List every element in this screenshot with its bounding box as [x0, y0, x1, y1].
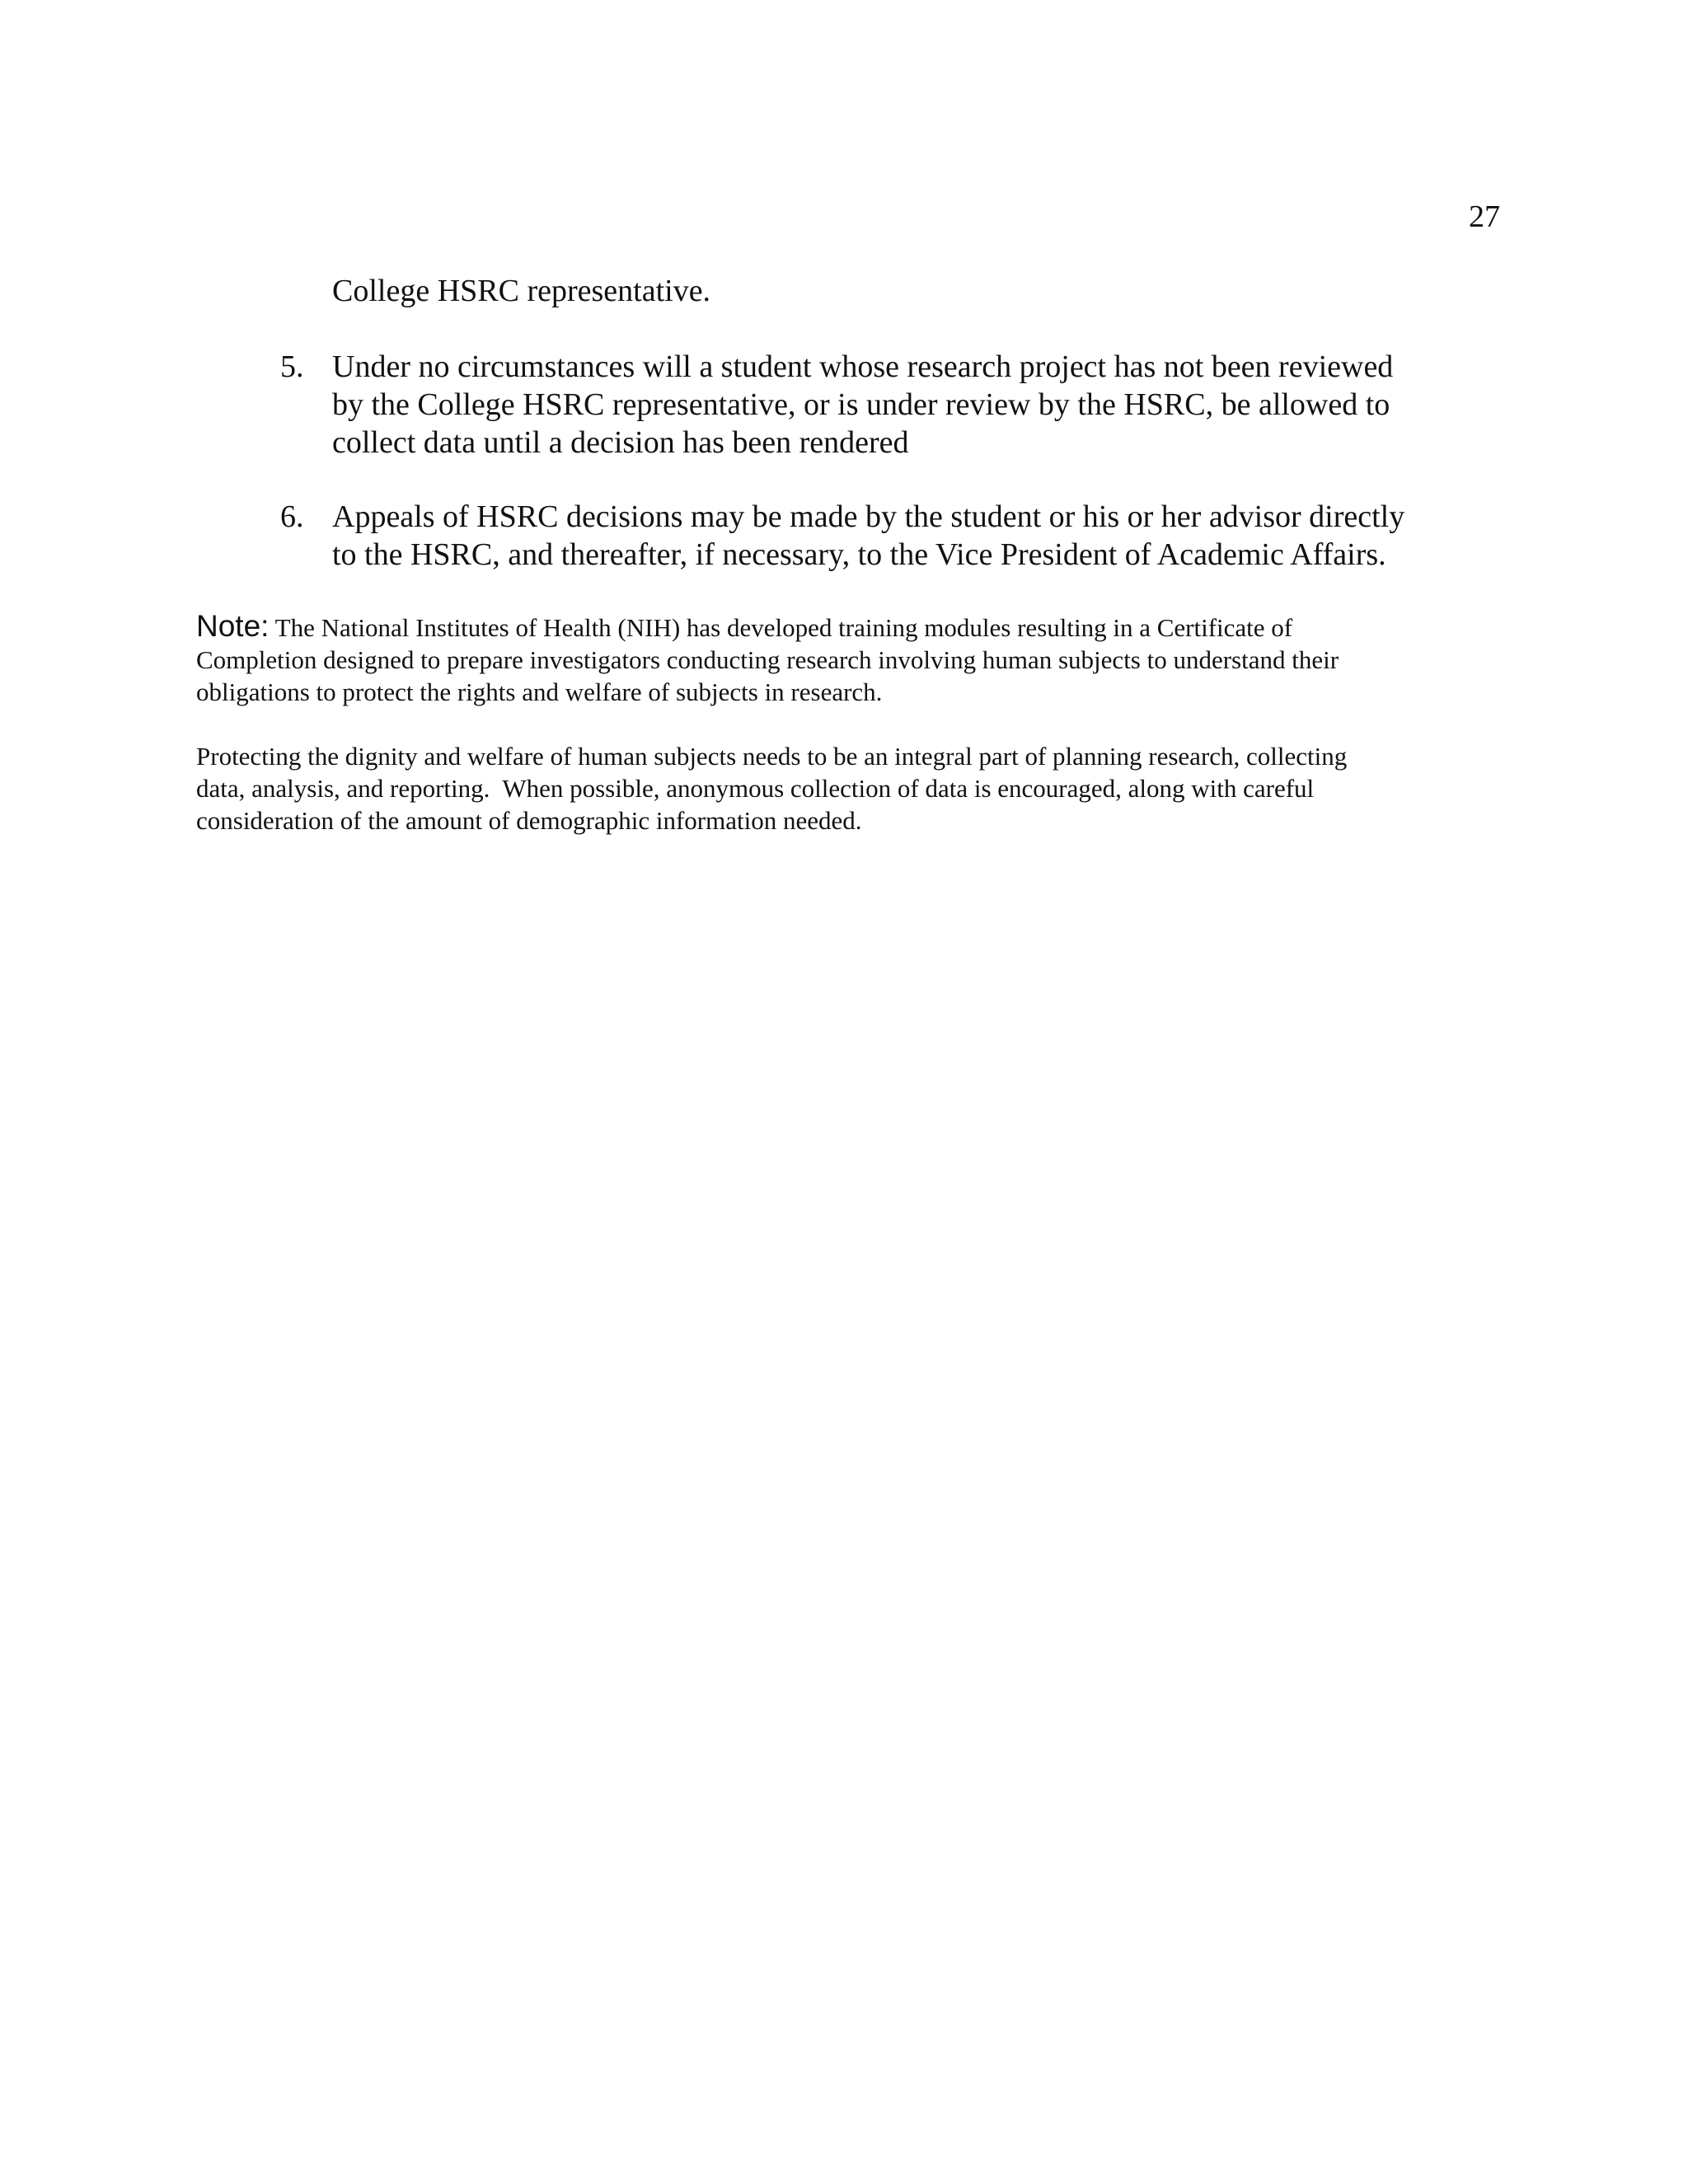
paragraph-line: data, analysis, and reporting. When possible, anonymous collection of data is encouraged, along with careful: [196, 774, 1315, 803]
note-first-line: [196, 610, 1482, 644]
note-line: obligations to protect the rights and welfare of subjects in research.: [196, 677, 883, 706]
dignity-paragraph: [196, 740, 1482, 837]
list-item-line: Appeals of HSRC decisions may be made by the student or his or her advisor directly: [332, 499, 1405, 534]
list-item-6: [280, 498, 1484, 574]
note-paragraph: [196, 610, 1482, 708]
list-item-line: collect data until a decision has been rendered: [332, 425, 909, 460]
paragraph-line: consideration of the amount of demographic information needed.: [196, 806, 862, 835]
note-label: Note:: [196, 609, 270, 643]
paragraph-line: Protecting the dignity and welfare of human subjects needs to be an integral part of planning research, collecting: [196, 742, 1348, 771]
note-line: Completion designed to prepare investigators conducting research involving human subjects to understand their: [196, 645, 1339, 674]
list-item-line: by the College HSRC representative, or is under review by the HSRC, be allowed to: [332, 387, 1390, 422]
list-item-number: 6.: [280, 499, 304, 534]
list-item-number: 5.: [280, 349, 304, 384]
list-item-line: Under no circumstances will a student whose research project has not been reviewed: [332, 349, 1394, 384]
list-item-continuation: College HSRC representative.: [332, 274, 711, 308]
list-item-5: [280, 348, 1484, 462]
note-line-text: The National Institutes of Health (NIH) has developed training modules resulting in a Certificate of: [269, 613, 1293, 642]
list-item-line: to the HSRC, and thereafter, if necessary, to the Vice President of Academic Affairs.: [332, 537, 1386, 572]
page-number: 27: [1469, 199, 1500, 234]
